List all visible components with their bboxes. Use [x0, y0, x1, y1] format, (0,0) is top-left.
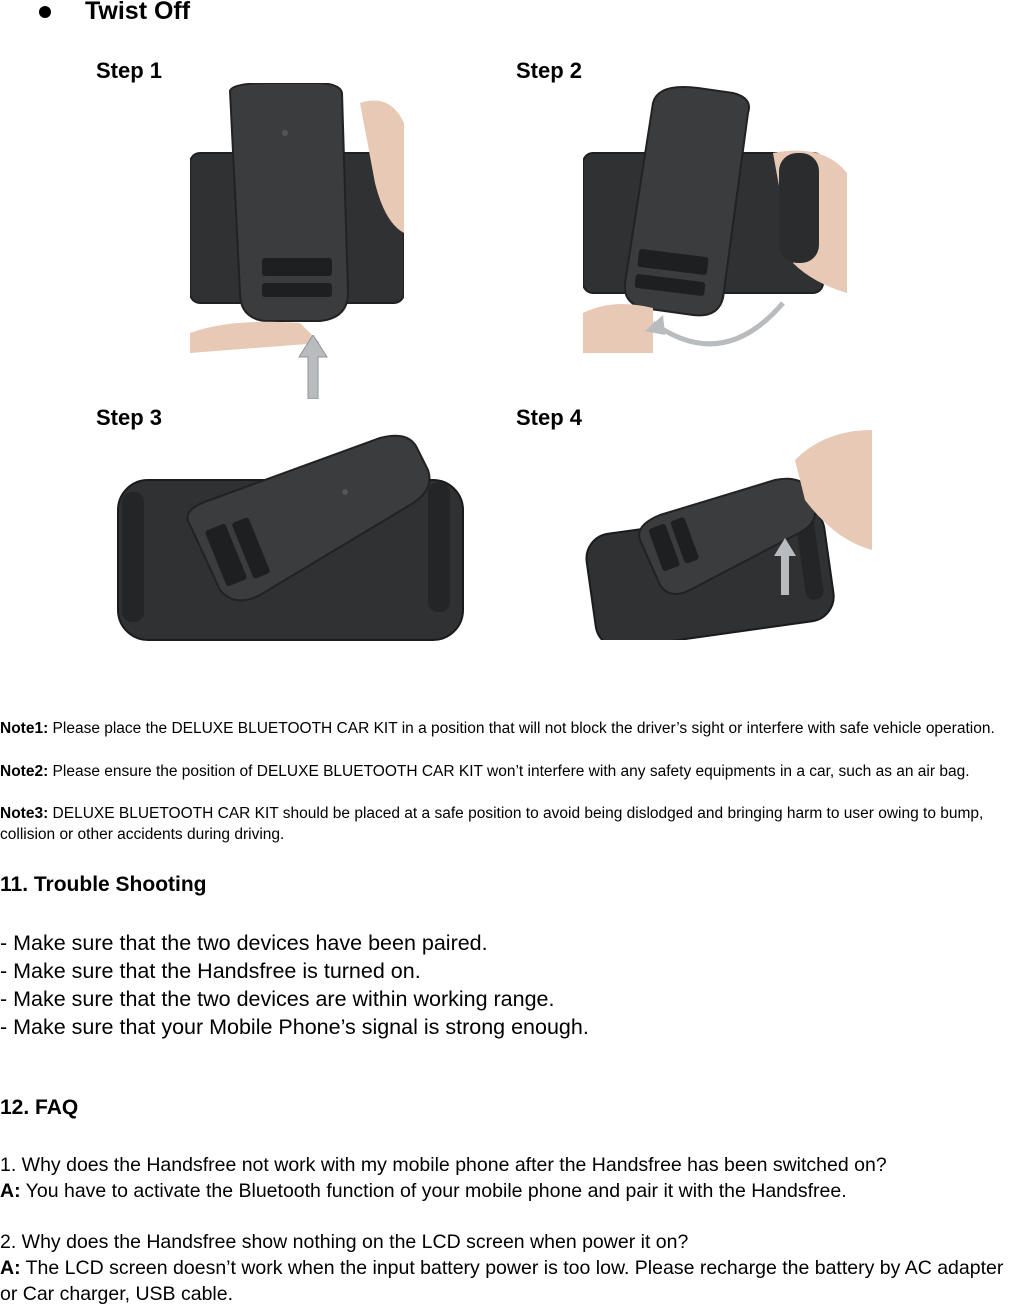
note-3	[0, 803, 1000, 845]
faq-answer-2	[0, 1255, 1005, 1307]
note-2	[0, 761, 1000, 782]
trouble-shooting-title: 11. Trouble Shooting	[0, 873, 207, 896]
faq-answer-label: A:	[0, 1257, 21, 1279]
step-4-label: Step 4	[516, 405, 583, 430]
faq-answer-text: You have to activate the Bluetooth function of your mobile phone and pair it with the Handsfree.	[20, 1180, 847, 1202]
section-heading-twist-off: Twist Off	[85, 0, 191, 25]
list-item: - Make sure that the two devices are within working range.	[0, 987, 555, 1011]
list-item: - Make sure that your Mobile Phone’s signal is strong enough.	[0, 1015, 589, 1039]
step-1-label: Step 1	[96, 58, 163, 83]
step-2-label: Step 2	[516, 58, 583, 83]
faq-question-2: 2. Why does the Handsfree show nothing on the LCD screen when power it on?	[0, 1231, 689, 1253]
list-item: - Make sure that the two devices have been paired.	[0, 931, 488, 955]
step-1-photo	[190, 83, 404, 353]
faq-title: 12. FAQ	[0, 1096, 79, 1119]
note-2-label: Note2:	[0, 763, 49, 780]
trouble-shooting-list	[0, 929, 589, 1041]
note-2-text: Please ensure the position of DELUXE BLUETOOTH CAR KIT won’t interfere with any safety equipments in a car, such as an air bag.	[48, 763, 970, 780]
step-4-photo	[585, 430, 872, 640]
step-3-label: Step 3	[96, 405, 163, 430]
faq-question-1: 1. Why does the Handsfree not work with my mobile phone after the Handsfree has been switched on?	[0, 1154, 887, 1176]
faq-answer-text: The LCD screen doesn’t work when the input battery power is too low. Please recharge the battery by AC adapter or Car charger, USB cable.	[0, 1257, 1004, 1305]
note-1-text: Please place the DELUXE BLUETOOTH CAR KIT in a position that will not block the driver’s sight or interfere with safe vehicle operation.	[48, 720, 995, 737]
bullet-icon	[39, 6, 51, 18]
faq-answer-1	[0, 1178, 1005, 1204]
arrow-up-icon	[298, 335, 328, 399]
step-3-photo	[110, 430, 480, 662]
note-3-text: DELUXE BLUETOOTH CAR KIT should be placed at a safe position to avoid being dislodged and bringing harm to user owing to bump, collision or other accidents during driving.	[0, 805, 984, 843]
step-2-photo	[583, 83, 847, 353]
note-1	[0, 718, 1000, 739]
note-3-label: Note3:	[0, 805, 49, 822]
faq-answer-label: A:	[0, 1180, 21, 1202]
note-1-label: Note1:	[0, 720, 49, 737]
list-item: - Make sure that the Handsfree is turned on.	[0, 959, 421, 983]
